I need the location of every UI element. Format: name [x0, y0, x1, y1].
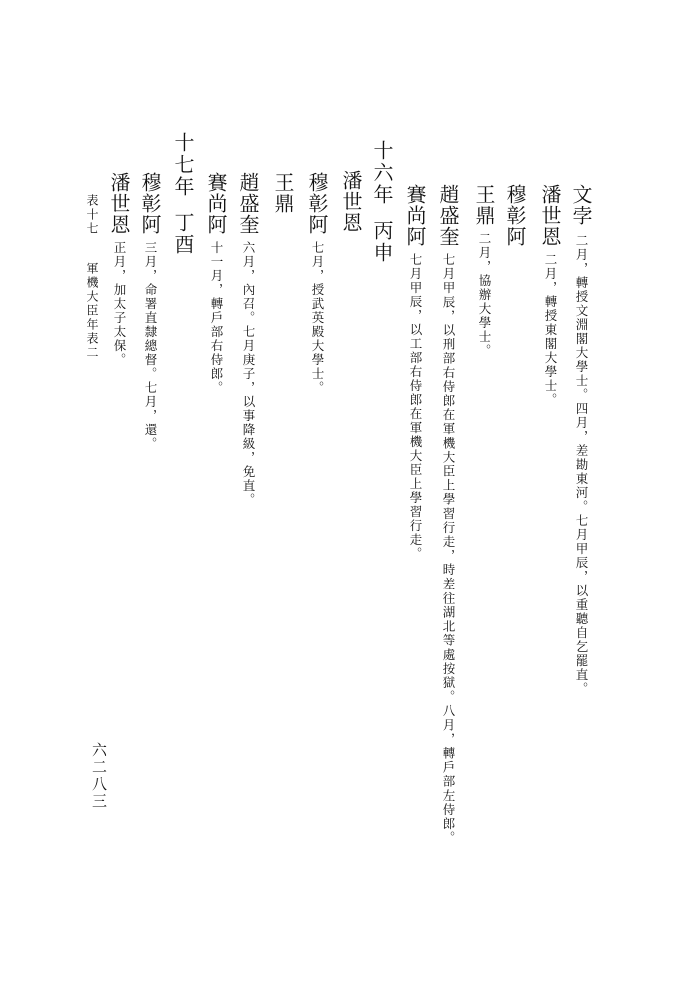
official-name: 潘世恩	[107, 172, 131, 235]
official-name: 文孛	[569, 184, 593, 226]
official-name: 穆彰阿	[138, 172, 162, 235]
entry-column	[540, 184, 560, 407]
official-name: 賽尚阿	[403, 184, 427, 247]
entry-column	[109, 172, 129, 367]
official-note: 二月，轉授東閣大學士。	[543, 253, 558, 407]
entry-column	[405, 184, 425, 561]
entry-column	[273, 172, 293, 214]
official-name: 潘世恩	[538, 184, 562, 247]
entry-column	[341, 170, 361, 233]
official-name: 潘世恩	[339, 170, 363, 233]
official-name: 穆彰阿	[305, 172, 329, 235]
page-number: 六二八三	[90, 742, 108, 810]
year-heading	[372, 140, 392, 264]
year-ganzhi: 丁酉	[171, 212, 195, 256]
year-label: 十七年	[171, 132, 195, 198]
entry-column	[438, 184, 458, 845]
official-note: 七月甲辰，以刑部右侍郎在軍機大臣上學習行走，時差往湖北等處按獄。八月，轉戶部左侍郎。	[441, 253, 456, 846]
table-number: 表十七	[85, 194, 99, 236]
official-note: 六月，內召。七月庚子，以事降級，免直。	[241, 241, 256, 507]
official-note: 三月，命署直隸總督。七月，還。	[143, 241, 158, 451]
official-name: 趙盛奎	[436, 184, 460, 247]
table-title: 軍機大臣年表二	[85, 262, 99, 360]
official-note: 七月甲辰，以工部右侍郎在軍機大臣上學習行走。	[408, 253, 423, 561]
official-note: 十一月，轉戶部右侍郎。	[209, 241, 224, 395]
entry-column	[474, 184, 494, 358]
official-name: 賽尚阿	[204, 172, 228, 235]
entry-column	[238, 172, 258, 507]
official-name: 趙盛奎	[236, 172, 260, 235]
official-name: 王鼎	[472, 184, 496, 226]
entry-column	[206, 172, 226, 395]
official-note: 二月，轉授文淵閣大學士。四月，差勘東河。七月甲辰，以重聽自乞罷直。	[574, 234, 589, 696]
official-name: 穆彰阿	[503, 184, 527, 247]
official-note: 正月，加太子太保。	[112, 241, 127, 367]
entry-column	[505, 184, 525, 247]
running-header	[86, 194, 98, 360]
official-note: 二月，協辦大學士。	[477, 232, 492, 358]
entry-column	[571, 184, 591, 696]
entry-column	[307, 172, 327, 395]
entry-column	[140, 172, 160, 451]
official-note: 七月，授武英殿大學士。	[310, 241, 325, 395]
year-ganzhi: 丙申	[370, 220, 394, 264]
official-name: 王鼎	[271, 172, 295, 214]
year-label: 十六年	[370, 140, 394, 206]
year-heading	[173, 132, 193, 256]
